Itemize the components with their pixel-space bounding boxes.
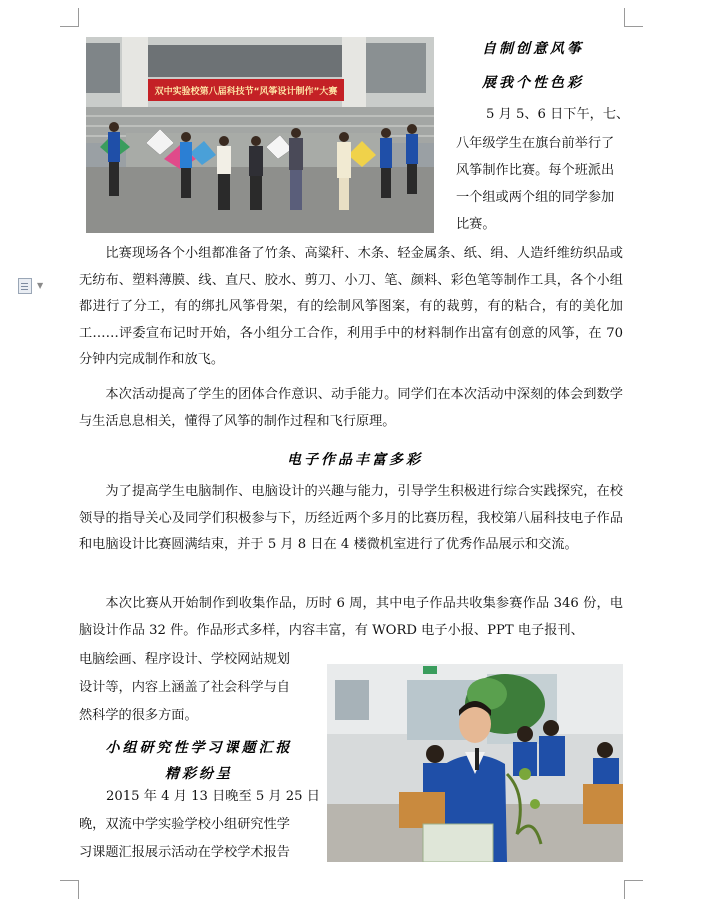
section3-side-line: 习课题汇报展示活动在学校学术报告 — [79, 845, 290, 860]
section3-title-line2: 精彩纷呈 — [165, 766, 233, 782]
section3-side-line: 2015 年 4 月 13 日晚至 5 月 25 日 — [106, 789, 320, 804]
kite-competition-photo — [86, 37, 434, 233]
section1-side-line: 比赛。 — [456, 217, 496, 232]
section1-paragraph-3-text: 本次活动提高了学生的团体合作意识、动手能力。同学们在本次活动中深刻的体会到数学与生活息息相关，懂得了风筝的制作过程和飞行原理。 — [79, 387, 623, 429]
section1-side-line: 5 月 5、6 日下午，七、 — [486, 107, 630, 122]
section1-title-line1: 自制创意风筝 — [482, 41, 584, 57]
section1-paragraph-3 — [79, 382, 623, 435]
section2-paragraph-2-text: 本次比赛从开始制作到收集作品，历时 6 周，其中电子作品共收集参赛作品 346 份，电脑设计作品 32 件。作品形式多样，内容丰富，有 WORD 电子小报、PPT 电子报刊、 — [79, 596, 623, 638]
section2-side-line: 电脑绘画、程序设计、学校网站规划 — [79, 652, 290, 667]
paragraph-layout-icon[interactable] — [18, 278, 32, 294]
section2-paragraph-1-text: 为了提高学生电脑制作、电脑设计的兴趣与能力，引导学生积极进行综合实践探究，在校领导的指导关心及同学们积极参与下，历经近两个多月的比赛历程，我校第八届科技电子作品和电脑设计比赛圆满结束，并于 5 月 8 日在 4 楼微机室进行了优秀作品展示和交流。 — [79, 484, 623, 552]
student-presentation-photo — [327, 664, 623, 862]
presentation-photo-illustration — [327, 664, 623, 862]
section2-side-line: 设计等，内容上涵盖了社会科学与自 — [79, 680, 290, 695]
section3-side-line: 晚，双流中学实验学校小组研究性学 — [79, 817, 290, 832]
section1-paragraph-2 — [79, 241, 623, 374]
section2-side-line: 然科学的很多方面。 — [79, 708, 198, 723]
section1-side-line: 一个组或两个组的同学参加 — [456, 190, 615, 205]
banner-text: 双中实验校第八届科技节“风筝设计制作”大赛 — [154, 87, 338, 97]
page-corner-mark-top-right — [624, 8, 643, 27]
page-corner-mark-bottom-right — [624, 880, 643, 899]
section2-paragraph-2 — [79, 591, 623, 644]
section1-title-line2: 展我个性色彩 — [482, 75, 584, 91]
section2-title: 电子作品丰富多彩 — [287, 452, 423, 468]
kite-photo-illustration — [86, 37, 434, 233]
section2-paragraph-1 — [79, 479, 623, 559]
section1-paragraph-2-text: 比赛现场各个小组都准备了竹条、高粱秆、木条、轻金属条、纸、绢、人造纤维纺织品或无纺布、塑料薄膜、线、直尺、胶水、剪刀、小刀、笔、颜料、彩色笔等制作工具，各个小组都进行了分工，有的绑扎风筝骨架，有的绘制风筝图案，有的裁剪，有的粘合，有的美化加工……评委宣布记时开始，各小组分工合作，利用手中的材料制作出富有创意的风筝，在 70 分钟内完成制作和放飞。 — [79, 246, 623, 367]
page-corner-mark-bottom-left — [60, 880, 79, 899]
section1-side-line: 八年级学生在旗台前举行了 — [456, 136, 615, 151]
page-corner-mark-top-left — [60, 8, 79, 27]
section3-title-line1: 小组研究性学习课题汇报 — [105, 740, 293, 756]
chevron-down-icon[interactable]: ▼ — [37, 281, 44, 290]
section1-side-line: 风筝制作比赛。每个班派出 — [456, 163, 615, 178]
